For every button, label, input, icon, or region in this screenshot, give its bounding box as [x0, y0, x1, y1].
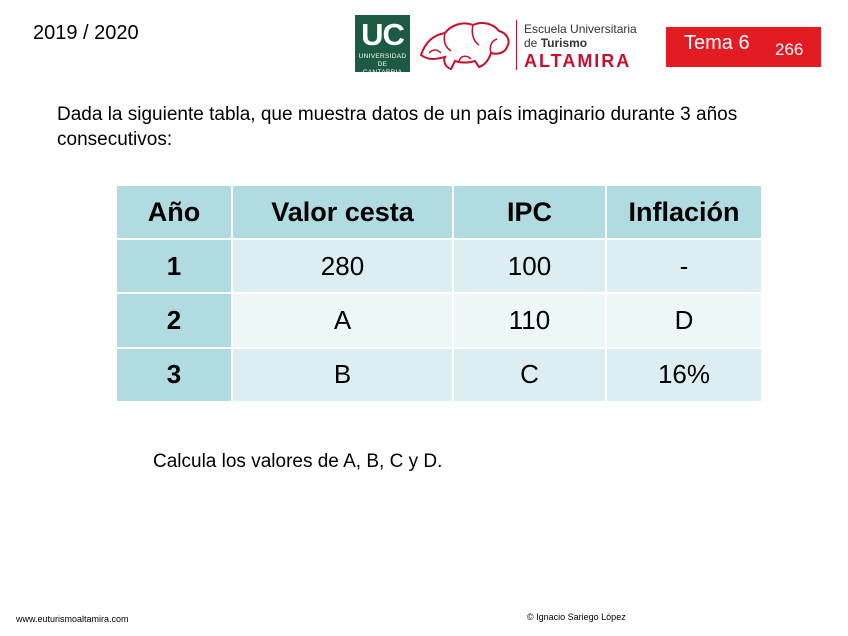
cell-year: 1 — [116, 239, 232, 293]
cell-inflation: D — [606, 293, 762, 347]
table-row — [116, 348, 762, 402]
intro-text: Dada la siguiente tabla, que muestra datos de un país imaginario durante 3 años consecutivos: — [57, 104, 738, 150]
cell-inflation: 16% — [606, 348, 762, 402]
cell-year: 2 — [116, 293, 232, 347]
cell-ipc: C — [453, 348, 606, 402]
task-text: Calcula los valores de A, B, C y D. — [153, 451, 443, 472]
cell-inflation: - — [606, 239, 762, 293]
table-row — [116, 293, 762, 347]
header-ipc: IPC — [453, 185, 606, 239]
uc-logo-subtitle: UNIVERSIDAD DE CANTABRIA — [358, 53, 407, 76]
footer-copyright: © Ignacio Sariego López — [527, 612, 626, 622]
footer-website: www.euturismoaltamira.com — [16, 614, 129, 624]
table-header-row — [116, 185, 762, 239]
cell-ipc: 100 — [453, 239, 606, 293]
slide-number: 266 — [775, 40, 804, 59]
header-basket-value: Valor cesta — [232, 185, 453, 239]
cell-ipc: 110 — [453, 293, 606, 347]
tema-label: Tema 6 — [684, 32, 750, 54]
cell-year: 3 — [116, 348, 232, 402]
uc-logo-letters: UC — [361, 17, 404, 52]
cell-basket-value: A — [232, 293, 453, 347]
school-name — [524, 22, 637, 72]
logo-divider — [516, 20, 517, 70]
header-year: Año — [116, 185, 232, 239]
header-inflation: Inflación — [606, 185, 762, 239]
cell-basket-value: B — [232, 348, 453, 402]
cell-basket-value: 280 — [232, 239, 453, 293]
academic-year: 2019 / 2020 — [33, 22, 139, 44]
altamira-bison-icon — [415, 15, 515, 75]
school-name-line1: Escuela Universitaria — [524, 22, 637, 36]
school-name-line2: de Turismo — [524, 36, 588, 50]
school-name-altamira: ALTAMIRA — [524, 51, 632, 71]
uc-logo — [355, 15, 410, 76]
table-row — [116, 239, 762, 293]
data-table — [115, 184, 763, 403]
